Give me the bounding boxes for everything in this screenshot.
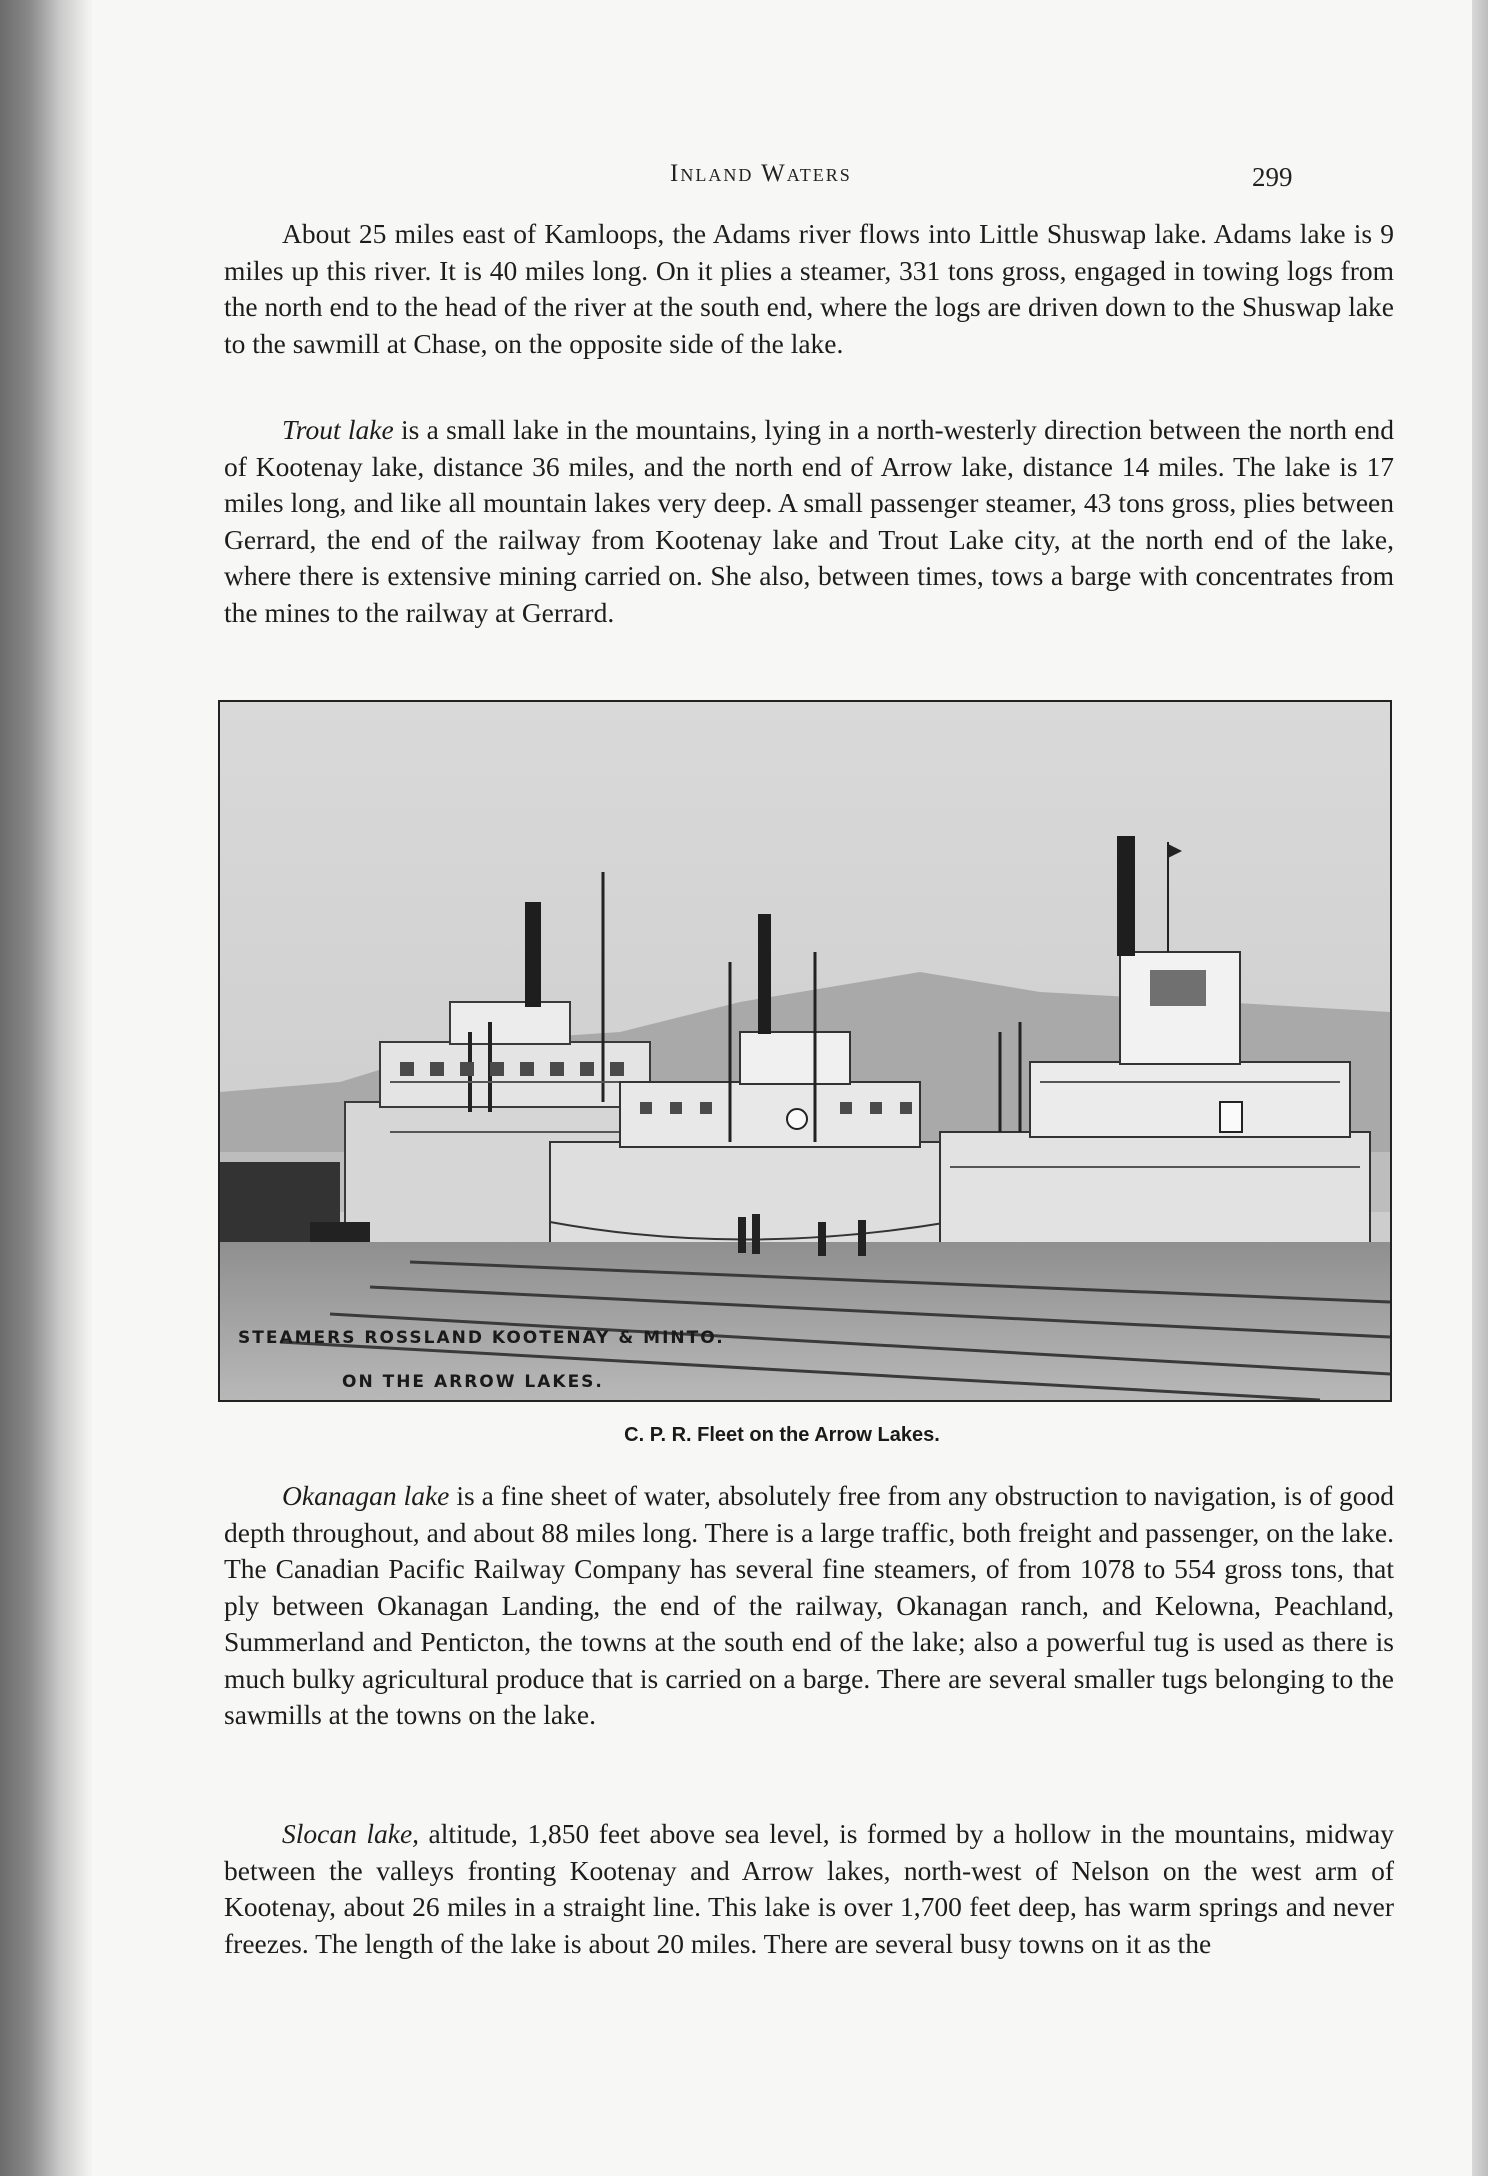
photo-caption-line-1: STEAMERS ROSSLAND KOOTENAY & MINTO.	[238, 1328, 725, 1348]
paragraph-text: is a small lake in the mountains, lying in a north-westerly direction between the north end of Kootenay lake, distance 36 miles, and the north end of Arrow lake, distance 14 miles. The lake is 17 miles long, and like all mountain lakes very deep. A small passenger steamer, 43 tons gross, plies between Gerrard, the end of the railway from Kootenay lake and Trout Lake city, at the north end of the lake, where there is extensive mining carried on. She also, between times, tows a barge with concentrates from the mines to the railway at Gerrard.	[224, 414, 1394, 628]
paragraph-trout-lake	[224, 412, 1394, 631]
paragraph-adams-lake	[224, 216, 1394, 362]
figure-caption: C. P. R. Fleet on the Arrow Lakes.	[624, 1424, 940, 1446]
paragraph-lead: Slocan lake,	[282, 1818, 420, 1849]
paragraph-lead: Okanagan lake	[282, 1480, 450, 1511]
running-head: Inland Waters	[670, 160, 852, 187]
paragraph-lead: Trout lake	[282, 414, 394, 445]
photo-caption-line-2: ON THE ARROW LAKES.	[342, 1372, 604, 1392]
page-header	[92, 160, 1472, 200]
paragraph-text: About 25 miles east of Kamloops, the Adams river flows into Little Shuswap lake. Adams lake is 9 miles up this river. It is 40 miles long. On it plies a steamer, 331 tons gross, engaged in towing logs from the north end to the head of the river at the south end, where the logs are driven down to the Shuswap lake to the sawmill at Chase, on the opposite side of the lake.	[224, 218, 1394, 359]
steamers-photograph	[220, 702, 1390, 1400]
page-number: 299	[1252, 162, 1293, 192]
paragraph-text: altitude, 1,850 feet above sea level, is formed by a hollow in the mountains, midway between the valleys fronting Kootenay and Arrow lakes, north-west of Nelson on the west arm of Kootenay, about 26 miles in a straight line. This lake is over 1,700 feet deep, has warm springs and never freezes. The length of the lake is about 20 miles. There are several busy towns on it as the	[224, 1818, 1394, 1959]
paragraph-slocan-lake	[224, 1816, 1394, 1962]
paragraph-okanagan-lake	[224, 1478, 1394, 1734]
book-page	[92, 0, 1472, 2176]
photo-plate	[218, 700, 1392, 1402]
paragraph-text: is a fine sheet of water, absolutely free from any obstruction to navigation, is of good depth throughout, and about 88 miles long. There is a large traffic, both freight and passenger, on the lake. The Canadian Pacific Railway Company has several fine steamers, of from 1078 to 554 gross tons, that ply between Okanagan Landing, the end of the railway, Okanagan ranch, and Kelowna, Peachland, Summerland and Penticton, the towns at the south end of the lake; also a powerful tug is used as there is much bulky agricultural produce that is carried on a barge. There are several smaller tugs belonging to the sawmills at the towns on the lake.	[224, 1480, 1394, 1730]
